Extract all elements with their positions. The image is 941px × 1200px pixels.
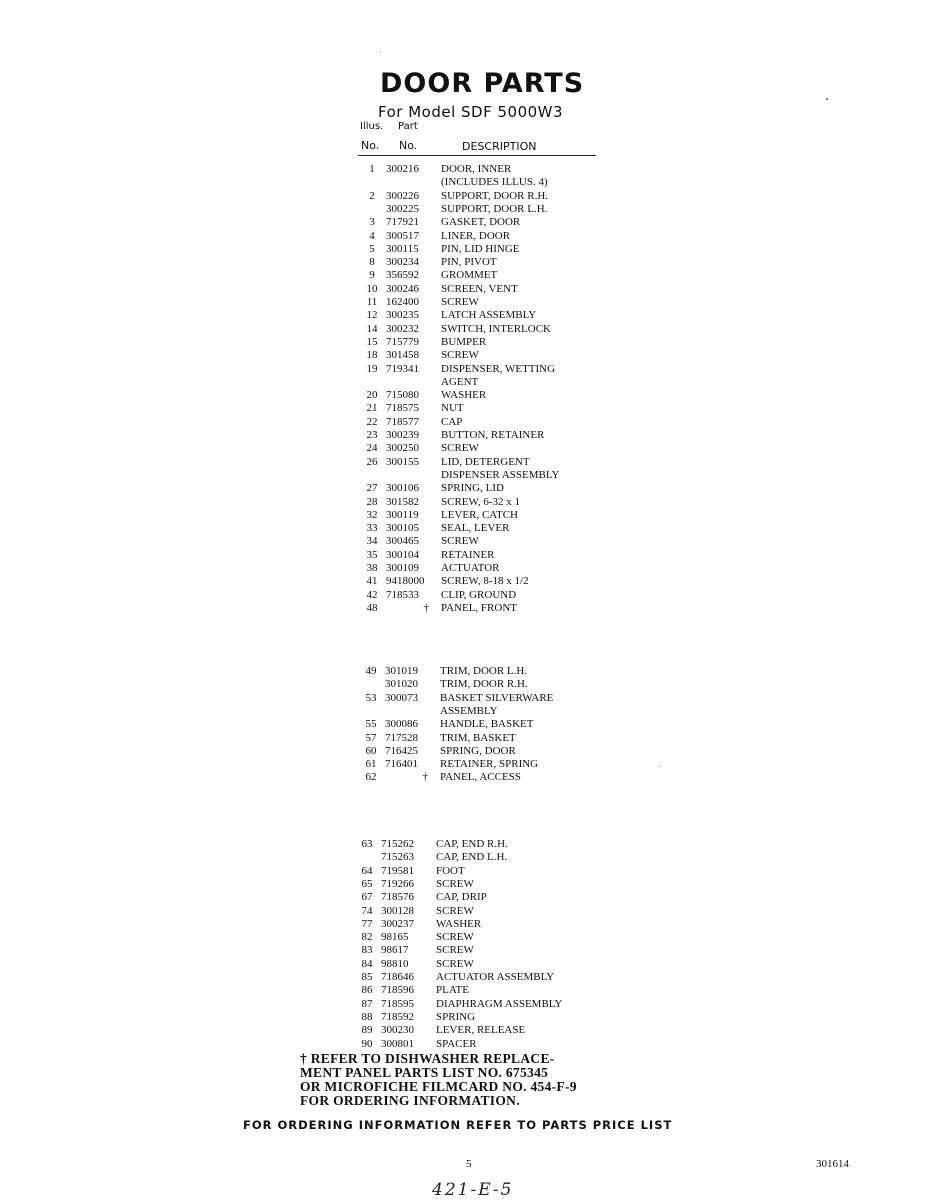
illus-number: 22: [366, 415, 378, 428]
part-description: SCREW: [436, 944, 474, 957]
part-description: DIAPHRAGM ASSEMBLY: [436, 997, 563, 1010]
illus-number: 82: [361, 931, 373, 944]
part-description: DISPENSER, WETTING: [441, 362, 556, 375]
part-description: TRIM, BASKET: [440, 731, 516, 744]
illus-number: 18: [366, 349, 378, 362]
handwritten-code: 421-E-5: [432, 1180, 514, 1200]
illus-number: 27: [366, 482, 378, 495]
illus-number: 4: [369, 229, 375, 242]
part-description: PIN, LID HINGE: [441, 242, 520, 255]
illus-number: 41: [366, 575, 378, 588]
part-description: SEAL, LEVER: [441, 522, 510, 535]
part-number: 715080: [386, 389, 419, 402]
header-rule: [358, 155, 596, 156]
part-number: 9418000: [386, 575, 425, 588]
part-description: CAP, DRIP: [436, 891, 487, 904]
part-number: 715263: [381, 851, 414, 864]
part-number: 300155: [386, 455, 419, 468]
part-description: BUMPER: [441, 335, 487, 348]
part-number: 718592: [381, 1010, 414, 1023]
illus-number: 14: [366, 322, 378, 335]
part-description: SPRING, LID: [441, 482, 504, 495]
illus-number: 23: [366, 429, 378, 441]
part-number: 300086: [385, 718, 418, 731]
column-header-description: DESCRIPTION: [462, 140, 537, 153]
scan-speck: [659, 766, 660, 767]
part-description: AGENT: [441, 375, 479, 388]
part-number: 300226: [386, 189, 419, 202]
part-number: 98617: [381, 944, 409, 957]
illus-number: 32: [366, 508, 378, 521]
part-description: DISPENSER ASSEMBLY: [441, 468, 560, 481]
part-number: 718595: [381, 997, 414, 1010]
part-description: SPRING, DOOR: [440, 744, 516, 757]
illus-number: 64: [361, 864, 373, 877]
part-number: 300237: [381, 917, 414, 930]
illus-number: 87: [361, 997, 373, 1010]
part-number: 300105: [386, 522, 419, 535]
part-description: SPACER: [436, 1037, 477, 1050]
part-number: 301020: [385, 678, 418, 691]
illus-label: Illus.: [360, 121, 384, 132]
part-description: RETAINER, SPRING: [440, 758, 539, 771]
part-number: 300119: [386, 508, 419, 521]
illus-number: 63: [361, 838, 373, 850]
ordering-information-note: FOR ORDERING INFORMATION REFER TO PARTS PRICE LIST: [243, 1118, 673, 1132]
illus-number: 35: [366, 548, 378, 561]
part-label: Part: [398, 121, 418, 132]
part-number: 300104: [386, 548, 419, 561]
illus-number: 20: [366, 389, 378, 402]
part-description: CAP: [441, 415, 463, 428]
part-description: NUT: [441, 402, 464, 415]
part-number: 300232: [386, 322, 419, 335]
part-description: SUPPORT, DOOR L.H.: [441, 202, 548, 215]
part-number: 301019: [385, 665, 418, 677]
illus-number: 12: [366, 309, 378, 322]
column-header-no: No.: [361, 139, 380, 152]
illus-number: 38: [366, 562, 378, 574]
illus-number: 88: [361, 1010, 373, 1023]
part-description: WASHER: [436, 917, 482, 930]
part-description: SPRING: [436, 1010, 476, 1023]
part-number: 718533: [386, 588, 419, 601]
document-number: 301614: [816, 1158, 849, 1170]
part-description: SCREW: [441, 296, 479, 308]
illus-number: 48: [366, 601, 378, 614]
part-number: 162400: [386, 296, 419, 308]
part-number: 98810: [381, 957, 409, 970]
part-description: ACTUATOR ASSEMBLY: [436, 971, 555, 983]
illus-number: 83: [361, 944, 373, 957]
part-number: 356592: [386, 269, 419, 282]
illus-number: 74: [361, 904, 373, 917]
part-description: SCREW, 8-18 x 1/2: [441, 575, 529, 588]
part-number: †: [422, 771, 428, 784]
part-description: LATCH ASSEMBLY: [441, 309, 537, 322]
part-number: †: [423, 601, 429, 614]
page-title: DOOR PARTS: [380, 68, 585, 99]
illus-number: 28: [366, 495, 378, 508]
part-description: SCREEN, VENT: [441, 282, 518, 295]
part-description: GROMMET: [441, 269, 498, 282]
illus-number: 3: [369, 216, 375, 229]
part-description: PLATE: [436, 984, 469, 997]
part-description: TRIM, DOOR L.H.: [440, 665, 528, 677]
part-number: 300073: [385, 691, 418, 704]
part-number: 300246: [386, 282, 419, 295]
part-number: 301458: [386, 349, 419, 362]
illus-number: 86: [361, 984, 373, 997]
part-description: CLIP, GROUND: [441, 588, 517, 601]
part-number: 300128: [381, 904, 414, 917]
part-description: LEVER, CATCH: [441, 508, 518, 521]
illus-number: 11: [366, 296, 378, 308]
part-description: ACTUATOR: [441, 562, 500, 574]
scan-speck: [380, 52, 381, 53]
page-number: 5: [466, 1158, 472, 1170]
part-description: DOOR, INNER: [441, 163, 512, 175]
part-description: SCREW: [441, 535, 479, 548]
part-description: PANEL, ACCESS: [440, 771, 521, 784]
part-number: 718577: [386, 415, 419, 428]
part-description: SCREW: [436, 931, 474, 944]
column-header-part-no: No.: [399, 139, 418, 152]
part-number: 300106: [386, 482, 419, 495]
part-description: LEVER, RELEASE: [436, 1024, 526, 1037]
illus-number: 84: [361, 957, 373, 970]
part-number: 300216: [386, 163, 419, 175]
part-description: LID, DETERGENT: [441, 455, 530, 468]
illus-number: 19: [366, 362, 378, 375]
part-description: CAP, END R.H.: [436, 838, 508, 850]
illus-number: 26: [366, 455, 378, 468]
part-description: SCREW: [441, 442, 479, 455]
part-number: 715262: [381, 838, 414, 850]
illus-number: 9: [369, 269, 375, 282]
part-number: 300801: [381, 1037, 414, 1050]
part-description: TRIM, DOOR R.H.: [440, 678, 528, 691]
illus-number: 15: [366, 335, 378, 348]
part-number: 300239: [386, 429, 419, 441]
illus-number: 85: [361, 971, 373, 983]
part-number: 716401: [385, 758, 418, 771]
part-number: 719581: [381, 864, 414, 877]
part-description: SCREW: [436, 904, 474, 917]
part-description: PIN, PIVOT: [441, 256, 497, 269]
part-description: HANDLE, BASKET: [440, 718, 534, 731]
illus-number: 10: [366, 282, 378, 295]
illus-number: 61: [365, 758, 377, 771]
illus-number: 60: [365, 744, 377, 757]
model-subtitle: For Model SDF 5000W3: [378, 103, 564, 121]
part-description: LINER, DOOR: [441, 229, 511, 242]
illus-number: 49: [365, 665, 377, 677]
illus-number: 34: [366, 535, 378, 548]
scan-speck: [826, 98, 828, 100]
part-number: 300230: [381, 1024, 414, 1037]
part-number: 718575: [386, 402, 419, 415]
illus-number: 55: [365, 718, 377, 731]
part-description: SCREW: [436, 877, 474, 890]
illus-number: 57: [365, 731, 377, 744]
illus-number: 33: [366, 522, 378, 535]
part-description: SCREW, 6-32 x 1: [441, 495, 521, 508]
part-description: SUPPORT, DOOR R.H.: [441, 189, 549, 202]
illus-number: 65: [361, 877, 373, 890]
part-description: ASSEMBLY: [440, 704, 498, 717]
replacement-panel-footnote: † REFER TO DISHWASHER REPLACE- MENT PANEL PARTS LIST NO. 675345 OR MICROFICHE FILMCARD NO. 454-F-9 FOR ORDERING INFORMATION.: [300, 1051, 577, 1108]
illus-number: 8: [369, 256, 375, 269]
part-number: 718596: [381, 984, 414, 997]
illus-number: 21: [366, 402, 378, 415]
part-description: SCREW: [436, 957, 474, 970]
part-number: 719341: [386, 362, 419, 375]
illus-number: 5: [369, 242, 375, 255]
illus-number: 42: [366, 588, 378, 601]
part-number: 300235: [386, 309, 419, 322]
part-number: 300115: [386, 242, 419, 255]
illus-number: 67: [361, 891, 373, 904]
part-number: 717921: [386, 216, 419, 229]
illus-number: 24: [366, 442, 378, 455]
part-description: BUTTON, RETAINER: [441, 429, 545, 441]
part-number: 300517: [386, 229, 419, 242]
part-description: CAP, END L.H.: [436, 851, 508, 864]
illus-number: 77: [361, 917, 373, 930]
illus-number: 62: [365, 771, 377, 784]
part-number: 716425: [385, 744, 418, 757]
part-number: 717528: [385, 731, 418, 744]
part-description: RETAINER: [441, 548, 495, 561]
part-number: 300234: [386, 256, 419, 269]
part-number: 715779: [386, 335, 419, 348]
illus-number: 1: [369, 163, 375, 175]
illus-number: 89: [361, 1024, 373, 1037]
part-number: 719266: [381, 877, 414, 890]
illus-number: 2: [369, 189, 375, 202]
part-description: SCREW: [441, 349, 479, 362]
part-description: BASKET SILVERWARE: [440, 691, 554, 704]
illus-number: 53: [365, 691, 377, 704]
part-description: WASHER: [441, 389, 487, 402]
part-number: 98165: [381, 931, 409, 944]
part-number: 300250: [386, 442, 419, 455]
illus-number: 90: [361, 1037, 373, 1050]
part-number: 300225: [386, 202, 419, 215]
part-number: 301582: [386, 495, 419, 508]
part-number: 300109: [386, 562, 419, 574]
part-description: (INCLUDES ILLUS. 4): [441, 176, 548, 189]
part-number: 300465: [386, 535, 419, 548]
part-description: PANEL, FRONT: [441, 601, 517, 614]
part-description: FOOT: [436, 864, 465, 877]
part-description: SWITCH, INTERLOCK: [441, 322, 551, 335]
part-number: 718646: [381, 971, 414, 983]
part-description: GASKET, DOOR: [441, 216, 521, 229]
part-number: 718576: [381, 891, 414, 904]
